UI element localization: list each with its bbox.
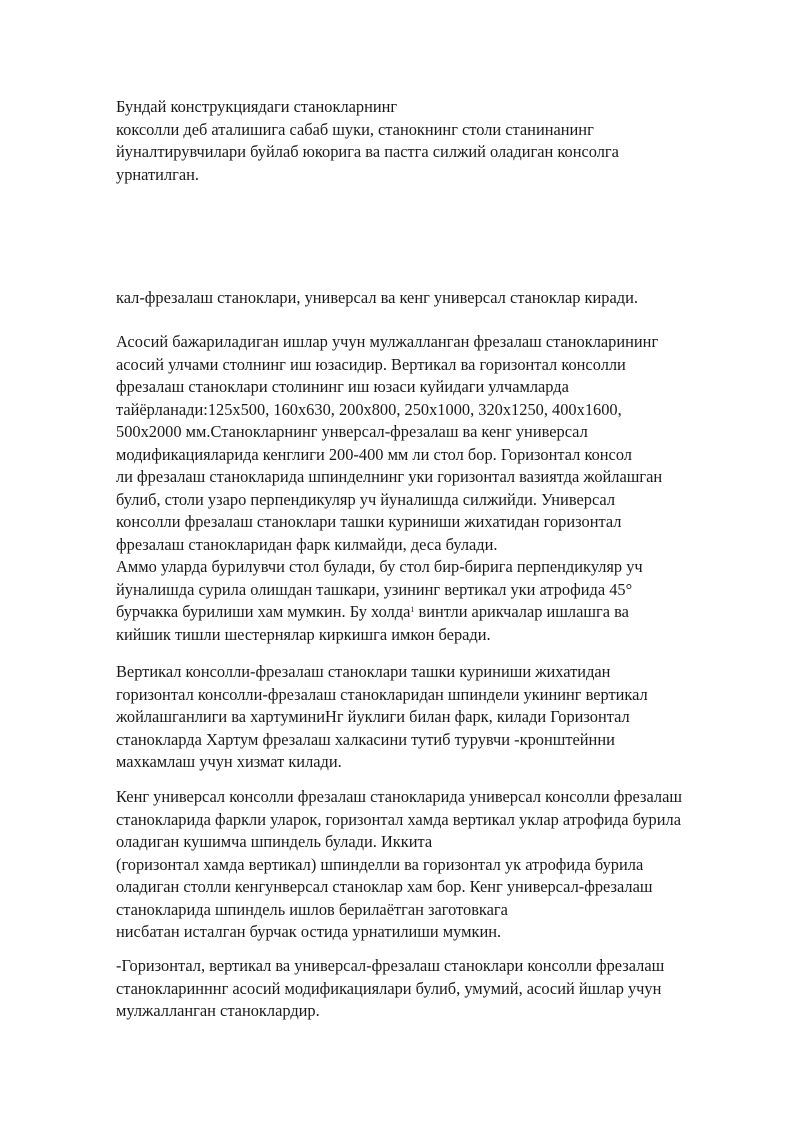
text-line: фрезалаш станокларидан фарк килмайди, деса булади. [116,534,498,554]
text-line: йуналишда сурила олишдан ташкари, узининг вертикал уки атрофида 45° [116,579,633,599]
text-line: оладиган кушимча шпиндель булади. Иккита [116,832,433,851]
text-line: Асосий бажариладиган ишлар учун мулжалланган фрезалаш станокларининг [116,332,659,351]
text-line: асосий улчами столнинг иш юзасидир. Вертикал ва горизонтал консолли [116,354,626,374]
text-line: тайёрланади:125х500, 160х630, 200х800, 250х1000, 320х1250, 400х1600, [116,399,622,419]
footnote-marker: 1 [410,605,415,614]
text-line: 500х2000 мм.Станокларнинг унверсал-фрезалаш ва кенг универсал [116,422,588,441]
text-line: станокларинннг асосий модификациялари булиб, умумий, асосий йшлар учун [116,978,662,998]
text-line: станокларда Хартум фрезалаш халкасини тутиб турувчи -кронштейнни [116,729,615,749]
text-line: (горизонтал хамда вертикал) шпинделли ва горизонтал ук атрофида бурила [116,854,644,874]
text-line: горизонтал консолли-фрезалаш станокларидан шпиндели укининг вертикал [116,684,648,704]
paragraph-intro [116,96,756,186]
text-line: станокларида фаркли уларок, горизонтал хамда вертикал уклар атрофида бурила [116,809,681,829]
paragraph-conclusion [116,955,756,1023]
text-line: ли фрезалаш станокларида шпинделнинг уки горизонтал вазиятда жойлашган [116,467,663,486]
text-line: йуналтирувчилари буйлаб юкорига ва пастга силжий оладиган консолга [116,142,619,161]
text-line: нисбатан исталган бурчак остида урнатилиши мумкин. [116,922,502,941]
text-line: Аммо уларда бурилувчи стол булади, бу стол бир-бирига перпендикуляр уч [116,557,643,576]
text-line: Вертикал консолли-фрезалаш станоклари ташки куриниши жихатидан [116,662,611,681]
text-line: -Горизонтал, вертикал ва универсал-фрезалаш станоклари консолли фрезалаш [116,956,665,975]
paragraph-rotary-table [116,556,756,646]
text-line: кал-фрезалаш станоклари, универсал ва кенг универсал станоклар киради. [116,288,638,307]
text-line: модификацияларида кенглиги 200-400 мм ли стол бор. Горизонтал консол [116,444,632,464]
text-line: булиб, столи узаро перпендикуляр уч йуналишда силжийди. Универсал [116,489,616,509]
text-line: коксолли деб аталишига сабаб шуки, станокнинг столи станинанинг [116,119,594,139]
paragraph-wide-universal [116,786,756,944]
paragraph-machine-types [116,287,756,310]
text-line: кийшик тишли шестернялар киркишга имкон беради. [116,624,491,644]
text-line: мулжалланган станоклардир. [116,1001,320,1020]
text-line: Кенг универсал консолли фрезалаш станокларида универсал консолли фрезалаш [116,787,682,806]
paragraph-vertical-machines [116,661,756,774]
text-line: консолли фрезалаш станоклари ташки куриниши жихатидан горизонтал [116,512,622,531]
text-line: станокларида шпиндель ишлов берилаётган заготовкага [116,899,508,919]
text-line: Бундай конструкциядаги станокларнинг [116,97,398,116]
text-line [116,601,756,624]
text-line: фрезалаш станоклари столининг иш юзаси куйидаги улчамларда [116,377,569,396]
text-line: махкамлаш учун хизмат килади. [116,752,342,771]
text-fragment: винтли арикчалар ишлашга ва [414,602,629,621]
paragraph-table-dimensions [116,331,756,556]
text-line: жойлашганлиги ва хартуминиНг йуклиги билан фарк, килади Горизонтал [116,707,630,726]
text-line: урнатилган. [116,164,199,184]
text-fragment: бурчакка бурилиши хам мумкин. Бу холда [116,602,411,621]
text-line: оладиган столли кенгунверсал станоклар хам бор. Кенг универсал-фрезалаш [116,877,653,896]
